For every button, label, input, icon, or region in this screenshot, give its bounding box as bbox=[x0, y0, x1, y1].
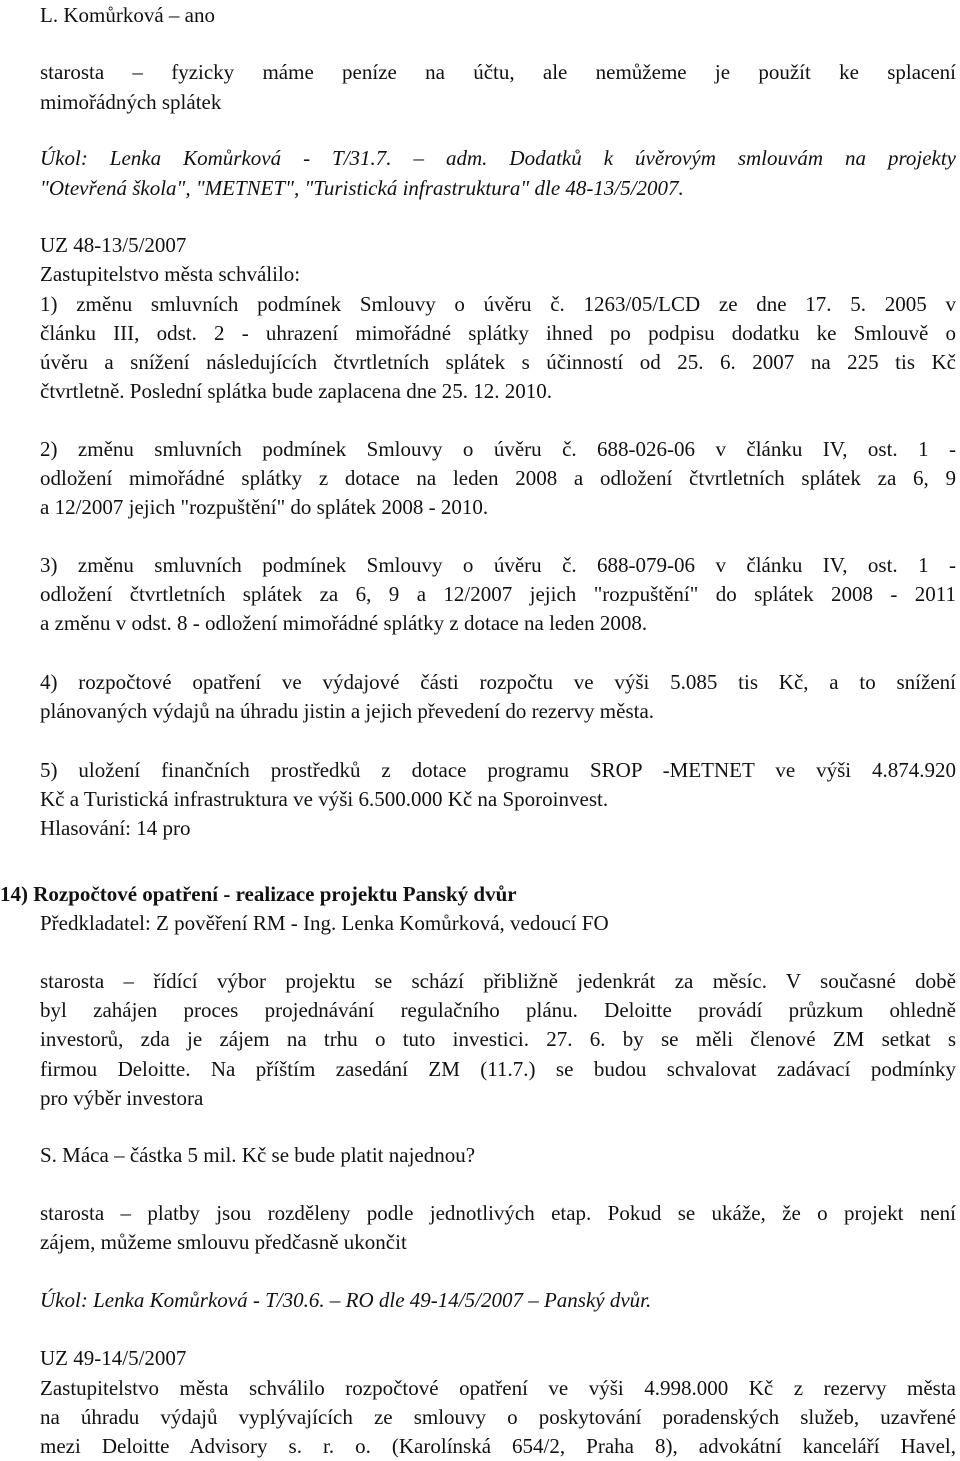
resolution-heading: UZ 49-14/5/2007 bbox=[40, 1346, 187, 1370]
discussion-line: starosta – řídící výbor projektu se schází přibližně jedenkrát za měsíc. V současné době bbox=[40, 969, 956, 993]
resolution-item-4: 4) rozpočtové opatření ve výdajové části rozpočtu ve výši 5.085 tis Kč, a to snížení bbox=[40, 670, 956, 694]
resolution-item-2: odložení mimořádné splátky z dotace na leden 2008 a odložení čtvrtletních splátek za 6, 9 bbox=[40, 466, 956, 490]
resolution-item-5: 5) uložení finančních prostředků z dotace programu SROP -METNET ve výši 4.874.920 bbox=[40, 758, 956, 782]
resolution-heading: UZ 48-13/5/2007 bbox=[40, 233, 187, 257]
resolution-item-1: čtvrtletně. Poslední splátka bude zaplacena dne 25. 12. 2010. bbox=[40, 379, 553, 403]
resolution-item-4: plánovaných výdajů na úhradu jistin a jejich převedení do rezervy města. bbox=[40, 699, 655, 723]
resolution-item-3: 3) změnu smluvních podmínek Smlouvy o úvěru č. 688-079-06 v článku IV, ost. 1 - bbox=[40, 553, 956, 577]
resolution-item-2: 2) změnu smluvních podmínek Smlouvy o úvěru č. 688-026-06 v článku IV, ost. 1 - bbox=[40, 437, 956, 461]
discussion-line: byl zahájen proces projednávání regulačního plánu. Deloitte provádí průzkum ohledně bbox=[40, 998, 956, 1022]
resolution-item-1: článku III, odst. 2 - uhrazení mimořádné splátky ihned po podpisu dodatku ke Smlouvě o bbox=[40, 321, 956, 345]
resolution-text: Zastupitelstvo města schválilo rozpočtové opatření ve výši 4.998.000 Kč z rezervy města bbox=[40, 1376, 956, 1400]
task-line: Úkol: Lenka Komůrková - T/30.6. – RO dle 49-14/5/2007 – Panský dvůr. bbox=[40, 1288, 652, 1312]
presenter-line: Předkladatel: Z pověření RM - Ing. Lenka Komůrková, vedoucí FO bbox=[40, 911, 609, 935]
resolution-intro: Zastupitelstvo města schválilo: bbox=[40, 262, 301, 286]
discussion-line: pro výběr investora bbox=[40, 1086, 204, 1110]
resolution-item-3: odložení čtvrtletních splátek za 6, 9 a 12/2007 jejich "rozpuštění" do splátek 2008 - 2011 bbox=[40, 582, 956, 606]
answer-line: starosta – platby jsou rozděleny podle jednotlivých etap. Pokud se ukáže, že o projekt není bbox=[40, 1201, 956, 1225]
discussion-line: investorů, zda je zájem na trhu o tuto investici. 27. 6. by se měli členové ZM setkat s bbox=[40, 1027, 956, 1051]
vote-result: Hlasování: 14 pro bbox=[40, 816, 191, 840]
task-line: "Otevřená škola", "METNET", "Turistická infrastruktura" dle 48-13/5/2007. bbox=[40, 176, 684, 200]
answer-line: zájem, můžeme smlouvu předčasně ukončit bbox=[40, 1230, 407, 1254]
paragraph-line: starosta – fyzicky máme peníze na účtu, ale nemůžeme je použít ke splacení bbox=[40, 60, 956, 84]
resolution-item-1: úvěru a snížení následujících čtvrtletních splátek s účinností od 25. 6. 2007 na 225 tis Kč bbox=[40, 350, 956, 374]
resolution-item-2: a 12/2007 jejich "rozpuštění" do splátek 2008 - 2010. bbox=[40, 495, 489, 519]
resolution-item-5: Kč a Turistická infrastruktura ve výši 6.500.000 Kč na Sporoinvest. bbox=[40, 787, 609, 811]
agenda-item-heading: 14) Rozpočtové opatření - realizace projektu Panský dvůr bbox=[0, 882, 517, 906]
discussion-line: firmou Deloitte. Na příštím zasedání ZM (11.7.) se budou schvalovat zadávací podmínky bbox=[40, 1057, 956, 1081]
paragraph-line: mimořádných splátek bbox=[40, 90, 222, 114]
resolution-item-1: 1) změnu smluvních podmínek Smlouvy o úvěru č. 1263/05/LCD ze dne 17. 5. 2005 v bbox=[40, 292, 956, 316]
resolution-text: na úhradu výdajů vyplývajících ze smlouvy o poskytování poradenských služeb, uzavřené bbox=[40, 1405, 956, 1429]
resolution-text: mezi Deloitte Advisory s. r. o. (Karolínská 654/2, Praha 8), advokátní kanceláří Havel, bbox=[40, 1434, 956, 1458]
vote-line-komurkova: L. Komůrková – ano bbox=[40, 3, 215, 27]
resolution-item-3: a změnu v odst. 8 - odložení mimořádné splátky z dotace na leden 2008. bbox=[40, 611, 648, 635]
question-line: S. Máca – částka 5 mil. Kč se bude platit najednou? bbox=[40, 1143, 476, 1167]
task-line: Úkol: Lenka Komůrková - T/31.7. – adm. Dodatků k úvěrovým smlouvám na projekty bbox=[40, 146, 956, 170]
